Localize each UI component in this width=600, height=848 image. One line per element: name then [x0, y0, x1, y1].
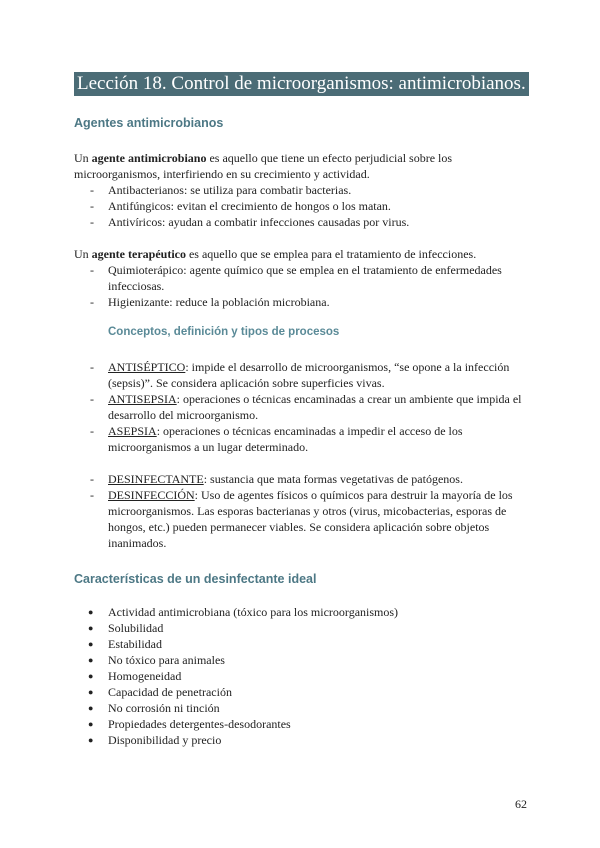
list-item [74, 487, 530, 551]
term-desinfectante: DESINFECTANTE [108, 472, 204, 486]
para-text: es aquello que tiene un efecto perjudicial sobre los microorganismos, interfiriendo en su crecimiento y actividad. [74, 151, 453, 181]
therapeutic-types-list [74, 262, 530, 310]
term-desinfeccion: DESINFECCIÓN [108, 488, 195, 502]
definition: : sustancia que mata formas vegetativas de patógenos. [203, 472, 463, 486]
section-agentes-body [74, 150, 530, 310]
list-item: - Antivíricos: ayudan a combatir infecciones causadas por virus. [74, 214, 530, 230]
list-item: ● Estabilidad [74, 636, 530, 652]
list-item: ● Solubilidad [74, 620, 530, 636]
disinfection-list [74, 471, 530, 551]
list-item [74, 423, 530, 455]
para-text: Un [74, 151, 92, 165]
list-item: - Antifúngicos: evitan el crecimiento de hongos o los matan. [74, 198, 530, 214]
term-asepsia: ASEPSIA [108, 424, 157, 438]
section-heading-caracteristicas: Características de un desinfectante ideal [74, 572, 317, 586]
lesson-title: Lección 18. Control de microorganismos: antimicrobianos. [74, 72, 529, 96]
list-item: ● Propiedades detergentes-desodorantes [74, 716, 530, 732]
title-wrapper [74, 72, 529, 96]
list-item: ● Capacidad de penetración [74, 684, 530, 700]
concepts-list [74, 359, 530, 455]
section-caracteristicas-body [74, 604, 530, 748]
paragraph-agente-antimicrobiano [74, 150, 530, 182]
list-item: ● No tóxico para animales [74, 652, 530, 668]
ideal-disinfectant-list [74, 604, 530, 748]
list-item: ● No corrosión ni tinción [74, 700, 530, 716]
antimicrobial-types-list [74, 182, 530, 230]
definition: : operaciones o técnicas encaminadas a impedir el acceso de los microorganismos a un lugar determinado. [108, 424, 463, 454]
term-antisepsia: ANTISEPSIA [108, 392, 177, 406]
paragraph-agente-terapeutico [74, 246, 530, 262]
page-number: 62 [515, 797, 527, 811]
spacer [74, 230, 530, 246]
definition: : impide el desarrollo de microorganismos, “se opone a la infección (sepsis)”. Se considera aplicación sobre superficies vivas. [108, 360, 510, 390]
section-conceptos-body [74, 359, 530, 551]
spacer [74, 455, 530, 471]
para-text: Un [74, 247, 92, 261]
list-item [74, 391, 530, 423]
term-antiseptico: ANTISÉPTICO [108, 360, 186, 374]
list-item: - Quimioterápico: agente químico que se emplea en el tratamiento de enfermedades infecciosas. [74, 262, 530, 294]
bold-term: agente antimicrobiano [91, 151, 207, 165]
list-item: ● Disponibilidad y precio [74, 732, 530, 748]
bold-term: agente terapéutico [91, 247, 186, 261]
list-item: - Higienizante: reduce la población microbiana. [74, 294, 530, 310]
list-item: ● Homogeneidad [74, 668, 530, 684]
para-text: es aquello que se emplea para el tratamiento de infecciones. [185, 247, 477, 261]
section-heading-conceptos: Conceptos, definición y tipos de procesos [108, 326, 340, 338]
list-item: - Antibacterianos: se utiliza para combatir bacterias. [74, 182, 530, 198]
section-heading-agentes: Agentes antimicrobianos [74, 116, 224, 130]
list-item: ● Actividad antimicrobiana (tóxico para los microorganismos) [74, 604, 530, 620]
definition: : Uso de agentes físicos o químicos para destruir la mayoría de los microorganismos. Las esporas bacterianas y otros (virus, micobacterias, esporas de hongos, etc.) pueden permanecer viables. Se considera aplicación sobre objetos inanimados. [108, 488, 513, 550]
list-item [74, 471, 530, 487]
definition: : operaciones o técnicas encaminadas a crear un ambiente que impida el desarrollo del microorganismo. [108, 392, 522, 422]
list-item [74, 359, 530, 391]
